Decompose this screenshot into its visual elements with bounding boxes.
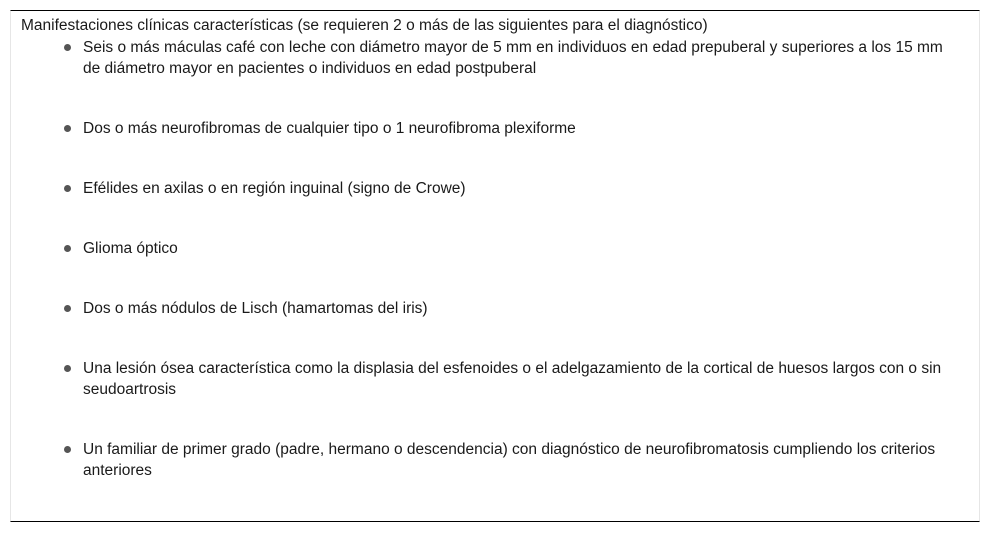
bullet-icon (64, 185, 71, 192)
criteria-item (83, 298, 963, 319)
criteria-table (10, 10, 980, 522)
criteria-text: Efélides en axilas o en región inguinal (signo de Crowe) (83, 180, 466, 197)
criteria-text: Seis o más máculas café con leche con diámetro mayor de 5 mm en individuos en edad prepuberal y superiores a los 15 mm de diámetro mayor en pacientes o individuos en edad postpuberal (83, 39, 943, 77)
criteria-text: Dos o más neurofibromas de cualquier tipo o 1 neurofibroma plexiforme (83, 120, 576, 137)
criteria-item (83, 178, 963, 199)
criteria-text: Un familiar de primer grado (padre, hermano o descendencia) con diagnóstico de neurofibromatosis cumpliendo los criterios anteriores (83, 441, 936, 479)
criteria-item (83, 118, 963, 139)
criteria-item (83, 37, 963, 79)
bullet-icon (64, 365, 71, 372)
table-header: Manifestaciones clínicas características (se requieren 2 o más de las siguientes para el diagnóstico) (21, 17, 708, 34)
bullet-icon (64, 125, 71, 132)
bullet-icon (64, 446, 71, 453)
bullet-icon (64, 245, 71, 252)
criteria-text: Dos o más nódulos de Lisch (hamartomas del iris) (83, 300, 428, 317)
criteria-text: Una lesión ósea característica como la displasia del esfenoides o el adelgazamiento de la cortical de huesos largos con o sin seudoartrosis (83, 360, 942, 398)
bullet-icon (64, 44, 71, 51)
criteria-item (83, 238, 963, 259)
criteria-item (83, 439, 963, 481)
bullet-icon (64, 305, 71, 312)
criteria-text: Glioma óptico (83, 240, 178, 257)
criteria-item (83, 358, 963, 400)
